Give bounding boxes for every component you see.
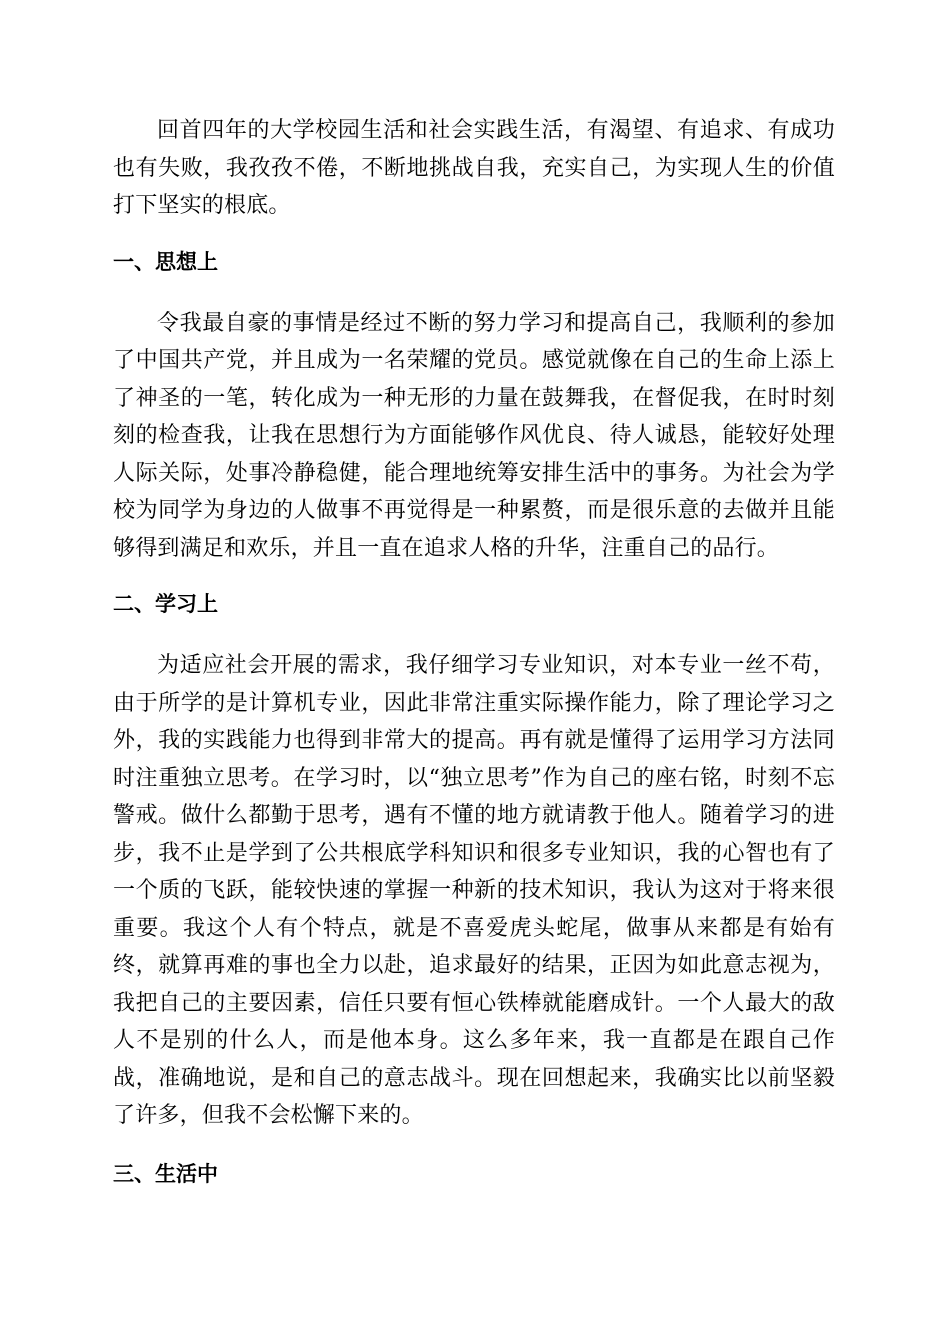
section-heading-study: 二、学习上 (113, 592, 218, 616)
section-paragraph-thought: 令我最自豪的事情是经过不断的努力学习和提高自己，我顺利的参加了中国共产党，并且成为一名荣耀的党员。感觉就像在自己的生命上添上了神圣的一笔，转化成为一种无形的力量在鼓舞我，在督促我，在时时刻刻的检查我，让我在思想行为方面能够作风优良、待人诚恳，能较好处理人际关际，处事冷静稳健，能合理地统筹安排生活中的事务。为社会为学校为同学为身边的人做事不再觉得是一种累赘，而是很乐意的去做并且能够得到满足和欢乐，并且一直在追求人格的升华，注重自己的品行。 (113, 310, 835, 561)
section-paragraph-study: 为适应社会开展的需求，我仔细学习专业知识，对本专业一丝不苟，由于所学的是计算机专业，因此非常注重实际操作能力，除了理论学习之外，我的实践能力也得到非常大的提高。再有就是懂得了运用学习方法同时注重独立思考。在学习时，以“独立思考”作为自己的座右铭，时刻不忘警戒。做什么都勤于思考，遇有不懂的地方就请教于他人。随着学习的进步，我不止是学到了公共根底学科知识和很多专业知识，我的心智也有了一个质的飞跃，能较快速的掌握一种新的技术知识，我认为这对于将来很重要。我这个人有个特点，就是不喜爱虎头蛇尾，做事从来都是有始有终，就算再难的事也全力以赴，追求最好的结果，正因为如此意志视为，我把自己的主要因素，信任只要有恒心铁棒就能磨成针。一个人最大的敌人不是别的什么人，而是他本身。这么多年来，我一直都是在跟自己作战，准确地说，是和自己的意志战斗。现在回想起来，我确实比以前坚毅了许多，但我不会松懈下来的。 (113, 653, 835, 1128)
section-heading-life: 三、生活中 (113, 1161, 218, 1186)
intro-paragraph: 回首四年的大学校园生活和社会实践生活，有渴望、有追求、有成功也有失败，我孜孜不倦，不断地挑战自我，充实自己，为实现人生的价值打下坚实的根底。 (113, 118, 835, 218)
section-heading-thought: 一、思想上 (113, 249, 218, 274)
document-body (113, 112, 835, 1189)
